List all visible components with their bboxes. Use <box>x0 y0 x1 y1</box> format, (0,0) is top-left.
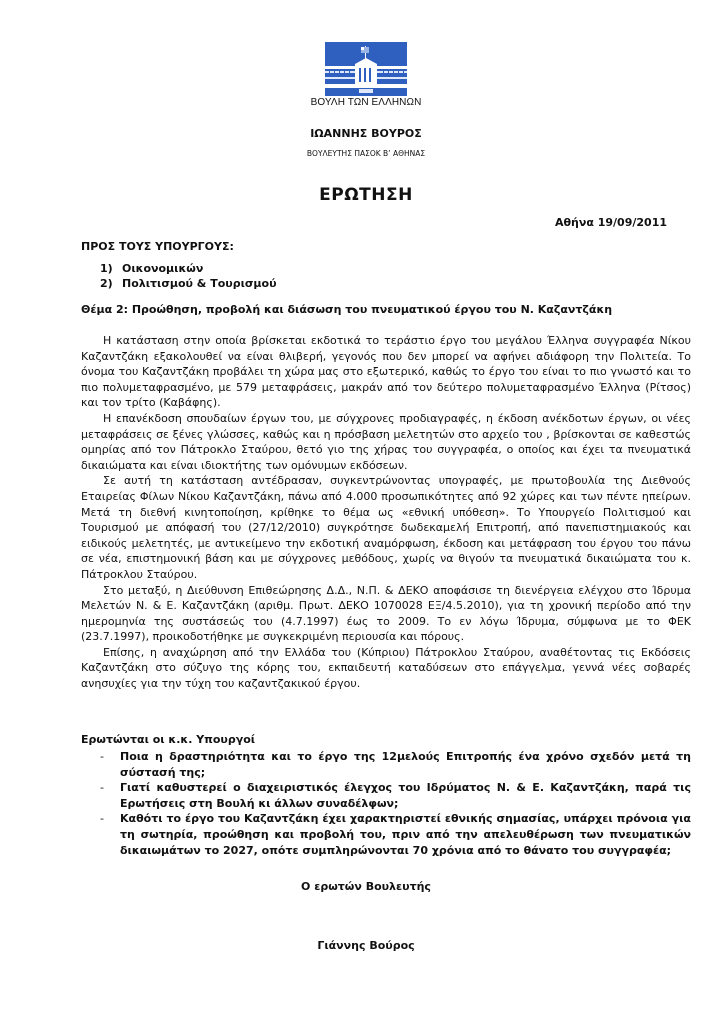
ministry-label: Πολιτισμού & Τουρισμού <box>122 277 277 290</box>
mp-name: ΙΩΑΝΝΗΣ ΒΟΥΡΟΣ <box>310 127 422 140</box>
ministries-list <box>100 261 277 291</box>
ministry-number: 1) <box>100 262 113 275</box>
bullet-dash: - <box>100 781 104 795</box>
ministry-label: Οικονομικών <box>122 262 204 275</box>
questions-list <box>100 749 691 858</box>
paragraph: Η κατάσταση στην οποία βρίσκεται εκδοτικά το τεράστιο έργο του μεγάλου Έλληνα συγγραφέα Νίκου Καζαντζάκη εξακολουθεί να είναι θλιβερή, γεγονός που δεν μπορεί να αφήνει αδιάφορη την Πολιτεία. Το όνομα του Καζαντζάκη προβάλει τη χώρα μας στο εξωτερικό, καθώς το έργο του είναι το πιο γνωστό και το πιο πολυμεταφρασμένο, με 579 μεταφράσεις, μακράν από τον δεύτερο πολυμεταφρασμένο Έλληνα (Ρίτσος) και τον τρίτο (Καβάφης). <box>81 334 691 410</box>
document-date: Αθήνα 19/09/2011 <box>554 216 667 229</box>
paragraph: Η επανέκδοση σπουδαίων έργων του, με σύγχρονες προδιαγραφές, η έκδοση ανέκδοτων έργων, οι νέες μεταφράσεις σε ξένες γλώσσες, καθώς και η πρόσβαση μελετητών στο αρχείο του , βρίσκονται σε καθεστώς ομηρίας από τον Πάτροκλο Σταύρου, θετό γιο της χήρας του συγγραφέα, ο οποίος και έχει τα πνευματικά δικαιώματα και είναι ιδιοκτήτης των ομόνυμων εκδόσεων. <box>81 411 691 472</box>
ministry-item <box>100 276 277 291</box>
logo-caption: ΒΟΥΛΗ ΤΩΝ ΕΛΛΗΝΩΝ <box>310 97 422 108</box>
ministry-number: 2) <box>100 277 113 290</box>
paragraph: Σε αυτή τη κατάσταση αντέδρασαν, συγκεντρώνοντας υπογραφές, με πρωτοβουλία της Διεθνούς Εταιρείας Φίλων Νίκου Καζαντζάκη, πάνω από 4.000 προσωπικότητες από 92 χώρες και των πέντε ηπείρων. Μετά τη διεθνή κινητοποίηση, κρίθηκε το θέμα ως «εθνική υπόθεση». Το Υπουργείο Πολιτισμού και Τουρισμού με απόφασή του (27/12/2010) συγκρότησε δωδεκαμελή Επιτροπή, από πανεπιστημιακούς και ειδικούς μελετητές, με αντικείμενο την εκδοτική αναμόρφωση, έκδοση και μετάφραση του έργου του πάνω σε νέα, επιστημονική βάση και με σύγχρονες μεθόδους, χωρίς να θιγούν τα πνευματικά δικαιώματα του κ. Πάτροκλου Σταύρου. <box>81 474 691 581</box>
question-item <box>100 780 691 811</box>
body-text <box>81 333 691 692</box>
mp-role: ΒΟΥΛΕΥΤΗΣ ΠΑΣΟΚ Β’ ΑΘΗΝΑΣ <box>306 149 426 158</box>
bullet-dash: - <box>100 812 104 826</box>
question-text: Ποια η δραστηριότητα και το έργο της 12μελούς Επιτροπής ένα χρόνο σχεδόν μετά τη σύστασή της; <box>120 750 691 779</box>
hellenic-parliament-logo-icon <box>325 42 407 96</box>
paragraph: Στο μεταξύ, η Διεύθυνση Επιθεώρησης Δ.Δ., Ν.Π. & ΔΕΚΟ αποφάσισε τη διενέργεια ελέγχου στο Ίδρυμα Μελετών Ν. & Ε. Καζαντζάκη (αριθμ. Πρωτ. ΔΕΚΟ 1070028 ΕΞ/4.5.2010), για τη χρονική περίοδο από την ημερομηνία της συστάσεώς του (4.7.1997) έως το 2009. Το εν λόγω Ίδρυμα, σύμφωνα με το ΦΕΚ (23.7.1997), προικοδοτήθηκε με συγκεκριμένη περιουσία και πόρους. <box>81 583 691 644</box>
signature-role: Ο ερωτών Βουλευτής <box>301 880 431 893</box>
question-text: Καθότι το έργο του Καζαντζάκη έχει χαρακτηριστεί εθνικής σημασίας, υπάρχει πρόνοια για τη σωτηρία, προώθηση και προβολή του, πριν από την απελευθέρωση των πνευματικών δικαιωμάτων το 2027, οπότε συμπληρώνονται 70 χρόνια από το θάνατο του συγγραφέα; <box>120 812 691 857</box>
ministry-item <box>100 261 277 276</box>
bullet-dash: - <box>100 750 104 763</box>
question-item <box>100 811 691 858</box>
questions-heading: Ερωτώνται οι κ.κ. Υπουργοί <box>81 733 256 746</box>
recipients-heading: ΠΡΟΣ ΤΟΥΣ ΥΠΟΥΡΓΟΥΣ: <box>81 240 234 253</box>
signature-name: Γιάννης Βούρος <box>317 939 415 952</box>
question-item <box>100 749 691 780</box>
paragraph: Επίσης, η αναχώρηση από την Ελλάδα του (Κύπριου) Πάτροκλου Σταύρου, αναθέτοντας τις Εκδόσεις Καζαντζάκη στο σύζυγο της κόρης του, εκπαιδευτή καταδύσεων στο επάγγελμα, γεννά νέες σοβαρές ανησυχίες για την τύχη του καζαντζακικού έργου. <box>81 645 691 691</box>
document-title: ΕΡΩΤΗΣΗ <box>319 185 413 205</box>
question-text: Γιατί καθυστερεί ο διαχειριστικός έλεγχος του Ιδρύματος Ν. & Ε. Καζαντζάκη, παρά τις Ερωτήσεις στη Βουλή κι άλλων συναδέλφων; <box>120 781 691 810</box>
subject-line: Θέμα 2: Προώθηση, προβολή και διάσωση του πνευματικού έργου του Ν. Καζαντζάκη <box>81 303 613 316</box>
